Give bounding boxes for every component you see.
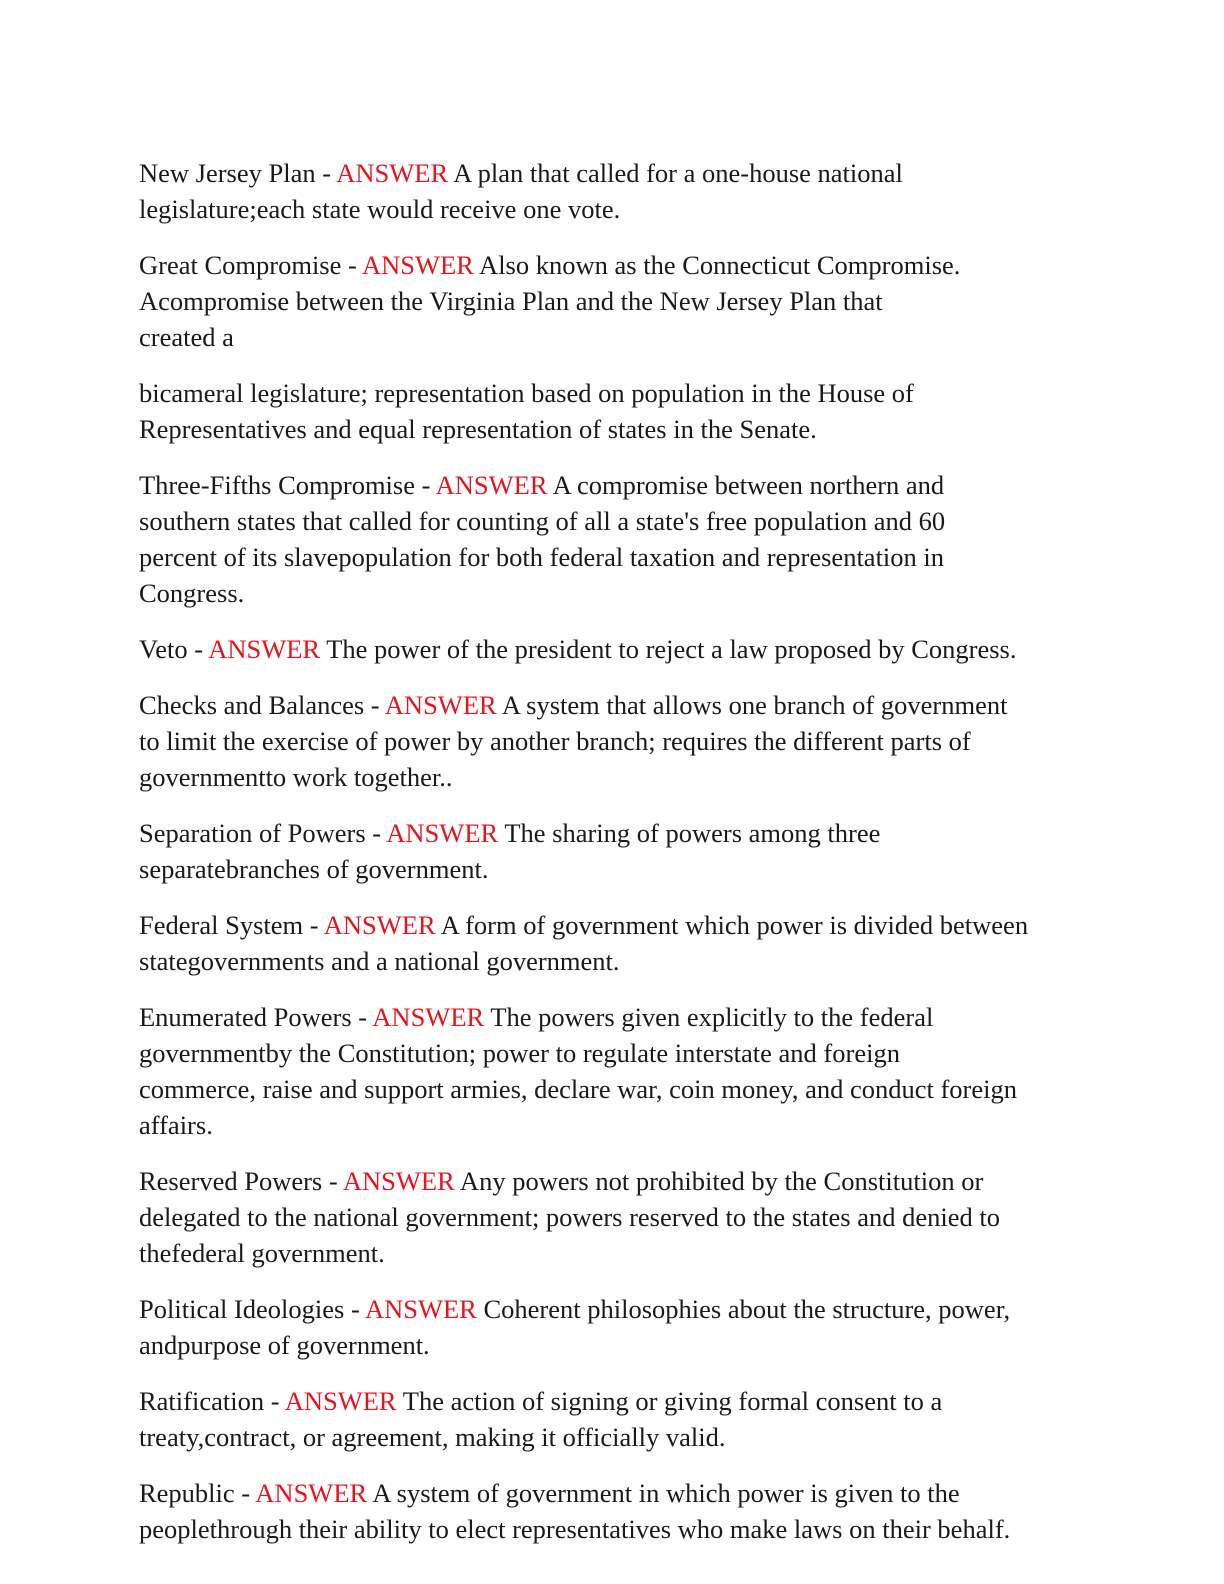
entry-first-line <box>139 1475 1089 1511</box>
entry-line: treaty,contract, or agreement, making it officially valid. <box>139 1422 726 1452</box>
entry-definition: The power of the president to reject a law proposed by Congress. <box>320 634 1017 664</box>
glossary-entry <box>139 1475 1089 1547</box>
answer-label: ANSWER <box>362 250 474 280</box>
entry-definition: A system that allows one branch of government <box>496 690 1008 720</box>
document-page <box>139 155 1089 1567</box>
entry-line: to limit the exercise of power by another branch; requires the different parts of <box>139 726 971 756</box>
entry-term: Veto - <box>139 634 209 664</box>
entry-line: delegated to the national government; powers reserved to the states and denied to <box>139 1202 1000 1232</box>
glossary-entry <box>139 999 1089 1143</box>
entry-definition: A system of government in which power is given to the <box>367 1478 960 1508</box>
glossary-entry <box>139 907 1089 979</box>
entry-definition: The action of signing or giving formal consent to a <box>396 1386 943 1416</box>
entry-line: created a <box>139 322 234 352</box>
entry-line: stategovernments and a national government. <box>139 946 620 976</box>
answer-label: ANSWER <box>386 818 499 848</box>
entry-line: southern states that called for counting of all a state's free population and 60 <box>139 506 946 536</box>
glossary-entry <box>139 247 1089 355</box>
entry-line: Congress. <box>139 578 245 608</box>
entry-line: commerce, raise and support armies, declare war, coin money, and conduct foreign <box>139 1074 1017 1104</box>
entry-line: percent of its slavepopulation for both federal taxation and representation in <box>139 542 945 572</box>
glossary-entry <box>139 1383 1089 1455</box>
answer-label: ANSWER <box>336 158 449 188</box>
answer-label: ANSWER <box>342 1166 455 1196</box>
entry-first-line: bicameral legislature; representation based on population in the House of <box>139 378 914 408</box>
answer-label: ANSWER <box>255 1478 368 1508</box>
glossary-entry <box>139 155 1089 227</box>
entry-term: Enumerated Powers - <box>139 1002 373 1032</box>
glossary-entry <box>139 687 1089 795</box>
entry-line: separatebranches of government. <box>139 854 489 884</box>
entry-first-line <box>139 999 1089 1035</box>
entry-line: andpurpose of government. <box>139 1330 430 1360</box>
answer-label: ANSWER <box>435 470 548 500</box>
answer-label: ANSWER <box>323 910 436 940</box>
entry-first-line <box>139 687 1089 723</box>
entry-definition: Any powers not prohibited by the Constitution or <box>454 1166 984 1196</box>
entry-term: Checks and Balances - <box>139 690 385 720</box>
entry-term: New Jersey Plan - <box>139 158 337 188</box>
entry-line: peoplethrough their ability to elect representatives who make laws on their behalf. <box>139 1514 1011 1544</box>
answer-label: ANSWER <box>208 634 321 664</box>
entry-definition: The sharing of powers among three <box>498 818 881 848</box>
entry-first-line <box>139 1291 1089 1327</box>
entry-line: thefederal government. <box>139 1238 385 1268</box>
entry-first-line <box>139 1383 1089 1419</box>
entry-line: Representatives and equal representation of states in the Senate. <box>139 414 817 444</box>
answer-label: ANSWER <box>284 1386 397 1416</box>
entry-first-line <box>139 815 1089 851</box>
entry-term: Reserved Powers - <box>139 1166 343 1196</box>
entry-definition: Coherent philosophies about the structure, power, <box>476 1294 1011 1324</box>
entry-first-line <box>139 467 1089 503</box>
entry-first-line <box>139 247 1089 283</box>
entry-term: Separation of Powers - <box>139 818 387 848</box>
entry-line: Acompromise between the Virginia Plan and the New Jersey Plan that <box>139 286 883 316</box>
entry-first-line <box>139 1163 1089 1199</box>
glossary-entry <box>139 815 1089 887</box>
glossary-entry <box>139 1291 1089 1363</box>
entry-line: affairs. <box>139 1110 213 1140</box>
glossary-entry <box>139 467 1089 611</box>
entry-term: Federal System - <box>139 910 324 940</box>
entry-term: Political Ideologies - <box>139 1294 365 1324</box>
entry-line: governmentto work together.. <box>139 762 453 792</box>
entry-line: governmentby the Constitution; power to regulate interstate and foreign <box>139 1038 900 1068</box>
entry-line: legislature;each state would receive one vote. <box>139 194 621 224</box>
glossary-entry <box>139 1163 1089 1271</box>
answer-label: ANSWER <box>364 1294 477 1324</box>
entry-term: Ratification - <box>139 1386 285 1416</box>
entry-definition: Also known as the Connecticut Compromise. <box>473 250 961 280</box>
glossary-entry <box>139 631 1089 667</box>
entry-term: Republic - <box>139 1478 256 1508</box>
entry-first-line <box>139 907 1089 943</box>
entry-term: Great Compromise - <box>139 250 362 280</box>
entry-first-line <box>139 155 1089 191</box>
entry-term: Three-Fifths Compromise - <box>139 470 436 500</box>
entry-first-line <box>139 631 1089 667</box>
entry-definition: The powers given explicitly to the federal <box>484 1002 934 1032</box>
entry-definition: A plan that called for a one-house national <box>448 158 903 188</box>
entry-definition: A form of government which power is divided between <box>435 910 1029 940</box>
entry-definition: A compromise between northern and <box>547 470 945 500</box>
answer-label: ANSWER <box>384 690 497 720</box>
glossary-continuation <box>139 375 1089 447</box>
answer-label: ANSWER <box>372 1002 485 1032</box>
